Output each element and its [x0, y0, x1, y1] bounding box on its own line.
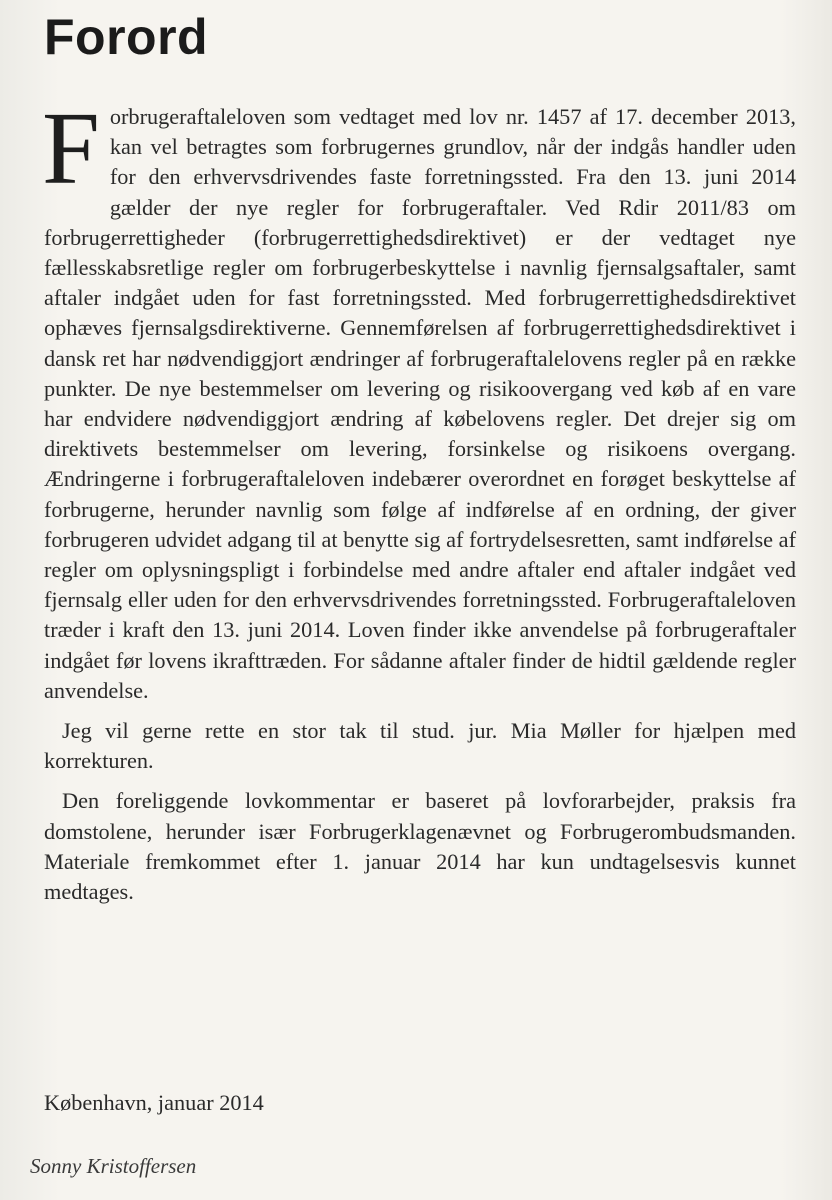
paragraph-3: Den foreliggende lovkommentar er baseret på lovforarbejder, praksis fra domstolene, herunder især Forbrugerklagenævnet og Forbrugerombudsmanden. Materiale fremkommet efter 1. januar 2014 har kun undtagelsesvis kunnet medtages. — [44, 788, 796, 905]
preface-body — [42, 91, 796, 907]
place-and-date: København, januar 2014 — [44, 1090, 264, 1115]
paragraph-1-text: orbrugeraftaleloven som vedtaget med lov nr. 1457 af 17. december 2013, kan vel betragtes som forbrugernes grundlov, når der indgås handler uden for den erhvervsdrivendes faste forretningssted. Fra den 13. juni 2014 gælder der nye regler for forbrugeraftaler. Ved Rdir 2011/83 om forbrugerrettigheder (forbrugerrettighedsdirektivet) er der vedtaget nye fællesskabsretlige regler om forbrugerbeskyttelse i navnlig fjernsalgsaftaler, samt aftaler indgået uden for fast forretningssted. Med forbrugerrettighedsdirektivet ophæves fjernsalgsdirektiverne. Gennemførelsen af forbrugerrettighedsdirektivet i dansk ret har nødvendiggjort ændringer af forbrugeraftalelovens regler på en række punkter. De nye bestemmelser om levering og risikoovergang ved køb af en vare har endvidere nødvendiggjort ændring af købelovens regler. Det drejer sig om direktivets bestemmelser om levering, forsinkelse og risikoens overgang. Ændringerne i forbrugeraftaleloven indebærer overordnet en forøget beskyttelse af forbrugerne, herunder navnlig som følge af indførelse af en ordning, der giver forbrugeren udvidet adgang til at benytte sig af fortrydelsesretten, samt indførelse af regler om oplysningspligt i forbindelse med andre aftaler end aftaler indgået ved fjernsalg eller uden for den erhvervsdrivendes forretningssted. Forbrugeraftaleloven træder i kraft den 13. juni 2014. Loven finder ikke anvendelse på forbrugeraftaler indgået før lovens ikrafttræden. For sådanne aftaler finder de hidtil gældende regler anvendelse. — [44, 104, 796, 703]
drop-cap: F — [42, 91, 100, 206]
paragraph-2: Jeg vil gerne rette en stor tak til stud. jur. Mia Møller for hjælpen med korrekturen. — [44, 718, 796, 774]
page-title: Forord — [44, 9, 209, 65]
author-signature: Sonny Kristoffersen — [30, 1154, 197, 1178]
paragraph-1 — [42, 91, 796, 706]
